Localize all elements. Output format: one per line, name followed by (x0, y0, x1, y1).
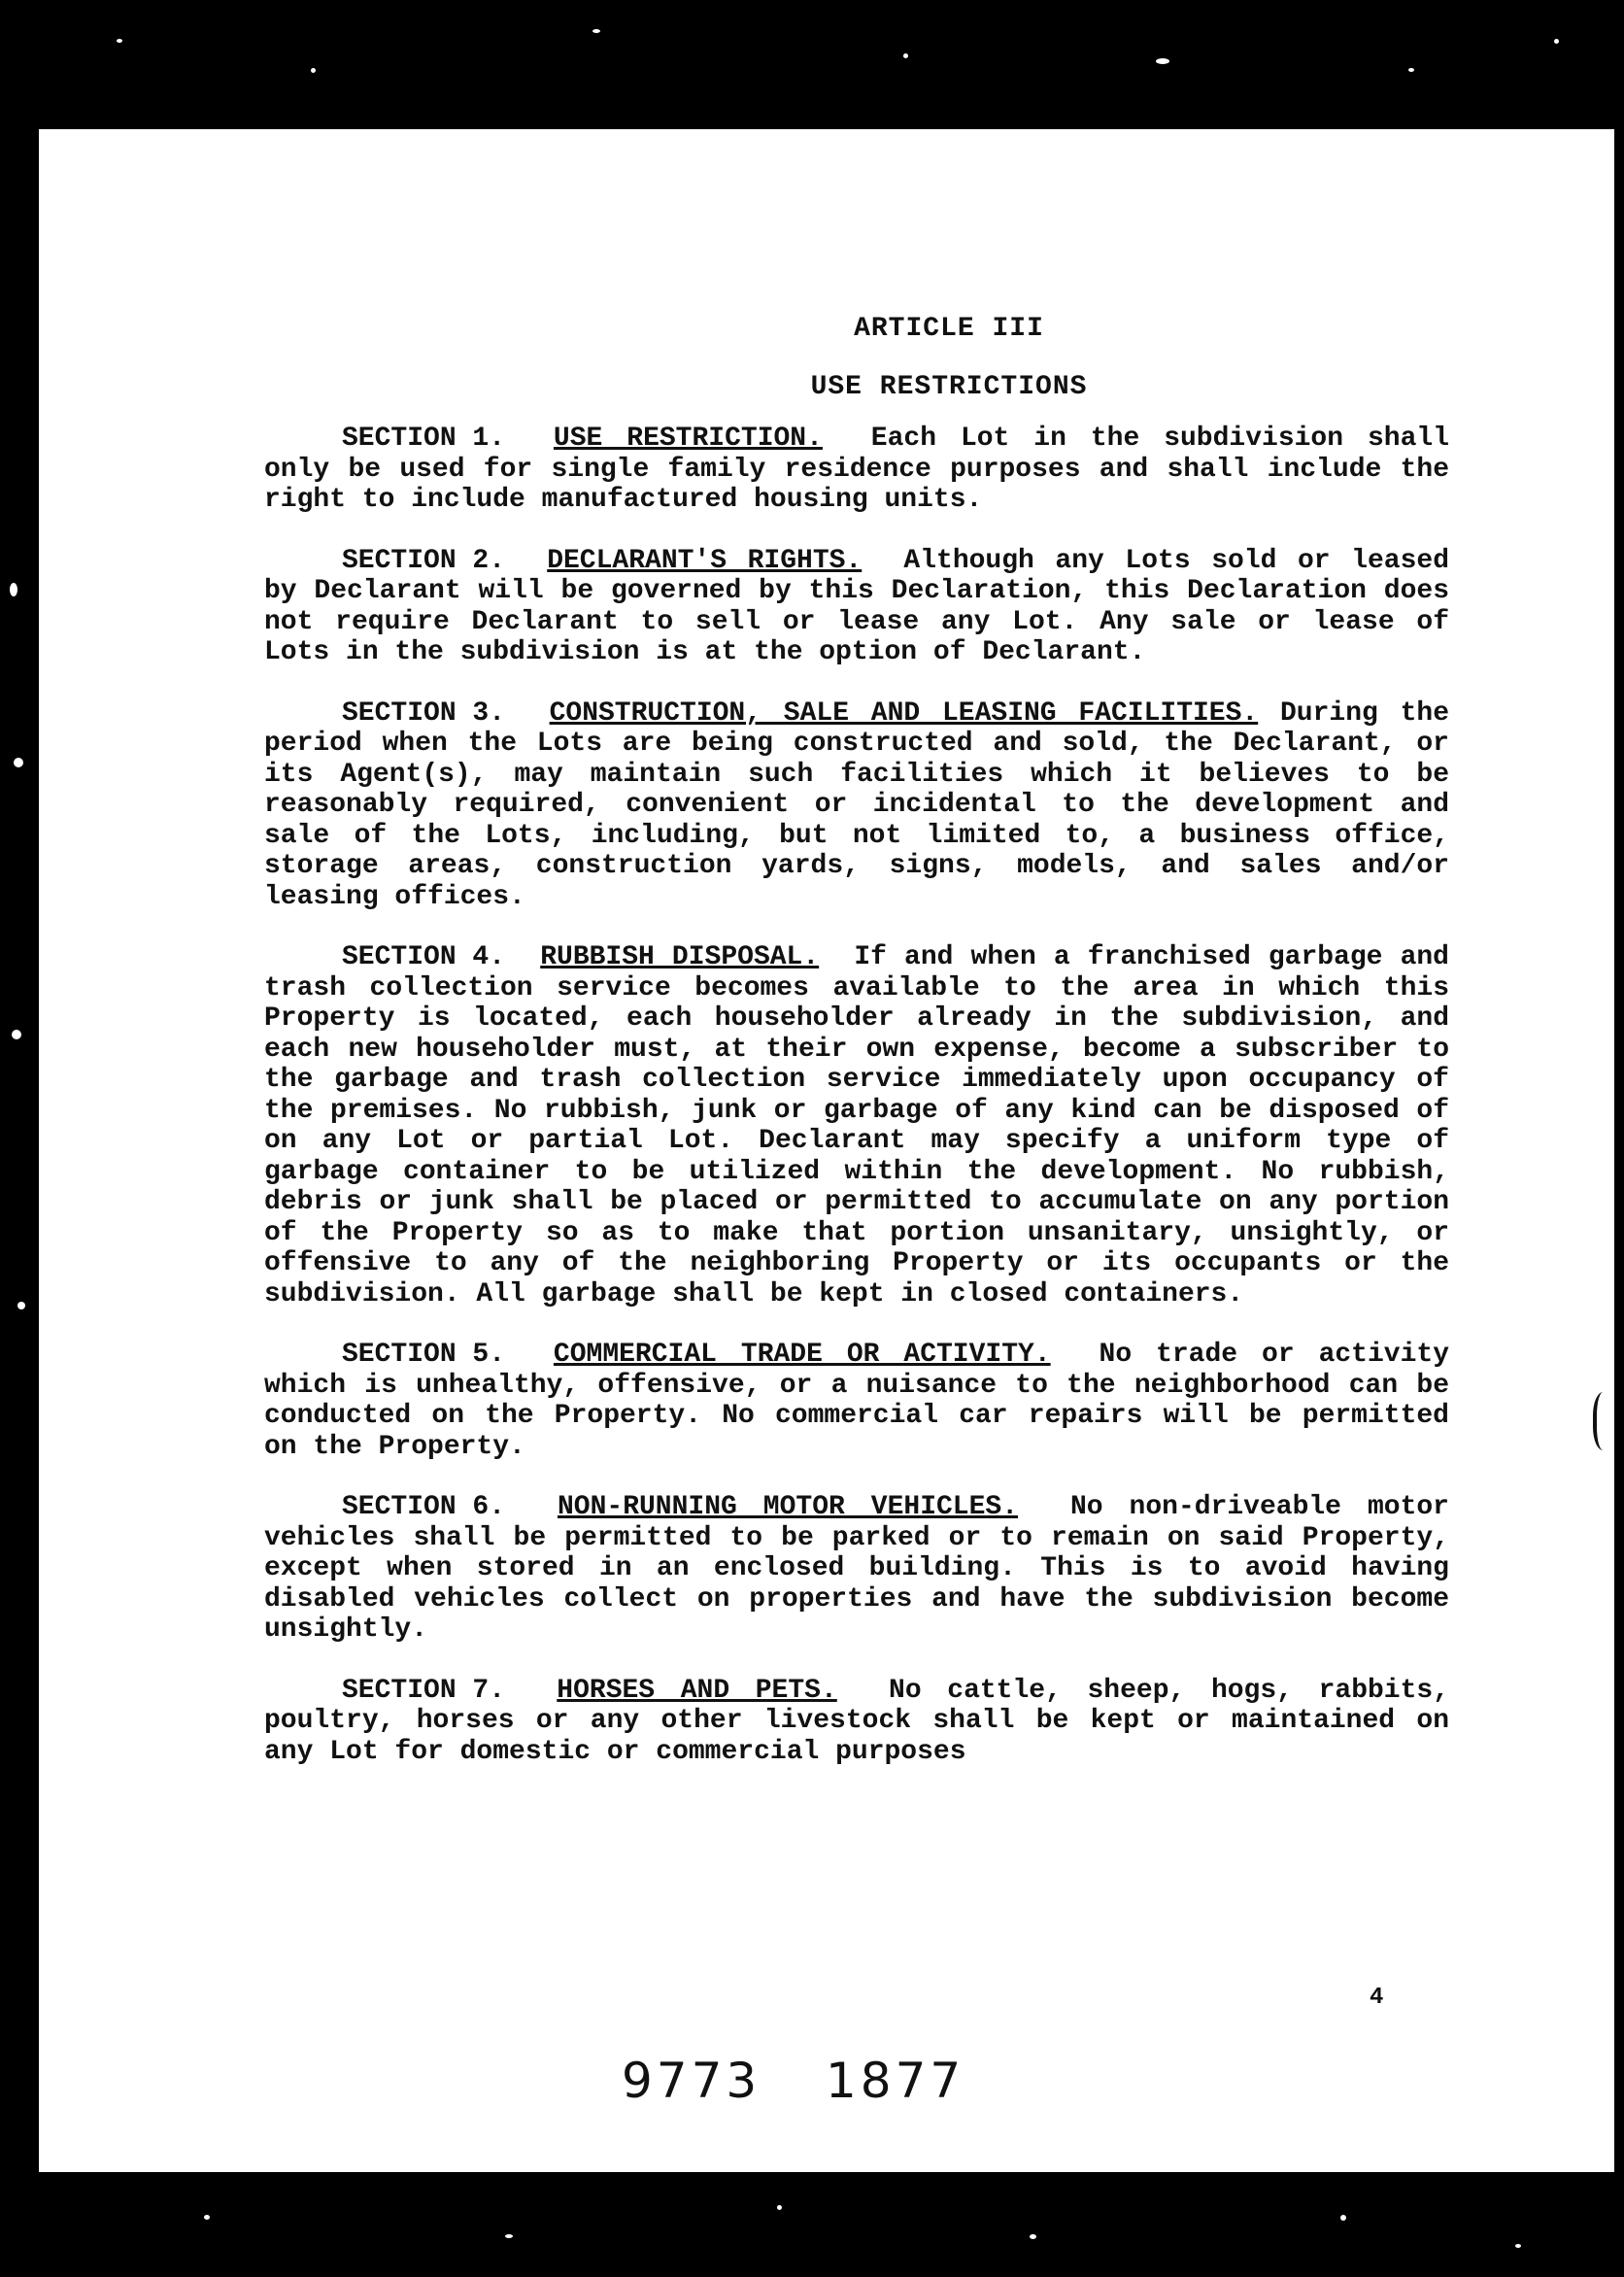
article-number: ARTICLE III (854, 314, 1044, 344)
section-2-body: Although any Lots sold or leased by Declarant will be governed by this Declaration, this Declaration does not require Declarant to sell or lease any Lot. Any sale or lease of Lots in the subdivision is at the option of Declarant. (264, 545, 1450, 667)
section-6-lead: SECTION 6. (342, 1492, 506, 1522)
section-5-body: No trade or activity which is unhealthy, offensive, or a nuisance to the neighborhood can be conducted on the Property. No commercial car repairs will be permitted on the Property. (264, 1340, 1449, 1462)
scan-speck (903, 53, 908, 58)
section-4-title: RUBBISH DISPOSAL. (540, 942, 820, 972)
scan-speck (505, 2234, 513, 2238)
section-1 (264, 424, 1449, 516)
scan-speck (10, 583, 17, 596)
section-4 (264, 942, 1449, 1309)
section-7-body: No cattle, sheep, hogs, rabbits, poultry, horses or any other livestock shall be kept or maintained on any Lot for domestic or commercial purposes (264, 1675, 1450, 1767)
scan-speck (14, 758, 23, 767)
scan-speck (1340, 2215, 1346, 2221)
scan-speck (1515, 2244, 1521, 2248)
section-1-body: Each Lot in the subdivision shall only be used for single family residence purposes and shall include the right to include manufactured housing units. (264, 424, 1449, 515)
section-3-title: CONSTRUCTION, SALE AND LEASING FACILITIES. (549, 697, 1259, 729)
section-6 (264, 1492, 1449, 1646)
section-4-lead: SECTION 4. (342, 942, 506, 972)
section-7-lead: SECTION 7. (342, 1675, 506, 1706)
scan-speck (1408, 68, 1414, 72)
section-7-title: HORSES AND PETS. (557, 1675, 837, 1706)
scan-speck (1554, 39, 1559, 44)
scan-speck (204, 2215, 210, 2220)
scan-speck (592, 29, 600, 33)
document-page (39, 129, 1614, 2172)
scan-speck (1030, 2234, 1036, 2239)
scan-speck (17, 1302, 25, 1309)
section-4-body: If and when a franchised garbage and trash collection service becomes available to the area in which this Property is located, each householder already in the subdivision, and each new householder must, at their own expense, become a subscriber to the garbage and trash collection service immediately upon occupancy of the premises. No rubbish, junk or garbage of any kind can be disposed of on any Lot or partial Lot. Declarant may specify a uniform type of garbage container to be utilized within the development. No rubbish, debris or junk shall be placed or permitted to accumulate on any portion of the Property so as to make that portion unsanitary, unsightly, or offensive to any of the neighboring Property or its occupants or the subdivision. All garbage shall be kept in closed containers. (264, 942, 1449, 1309)
section-5 (264, 1340, 1449, 1462)
article-title: USE RESTRICTIONS (810, 371, 1088, 402)
recording-stamp-volume: 9773 (622, 2053, 761, 2109)
section-2-title: DECLARANT'S RIGHTS. (547, 545, 863, 576)
section-5-lead: SECTION 5. (342, 1340, 506, 1370)
scan-speck (12, 1030, 21, 1039)
page-number: 4 (1370, 1985, 1384, 2011)
section-2 (264, 546, 1449, 668)
scan-speck (311, 68, 316, 73)
document-body (264, 314, 1449, 1797)
section-1-lead: SECTION 1. (342, 424, 506, 454)
section-1-title: USE RESTRICTION. (553, 424, 823, 454)
recording-stamp-page: 1877 (826, 2053, 965, 2109)
scan-speck (777, 2205, 782, 2210)
scan-speck (117, 39, 122, 43)
section-6-body: No non-driveable motor vehicles shall be permitted to be parked or to remain on said Property, except when stored in an enclosed building. This is to avoid having disabled vehicles collect on properties and have the subdivision become unsightly. (264, 1492, 1449, 1645)
section-7 (264, 1676, 1449, 1768)
section-3 (264, 698, 1449, 913)
section-2-lead: SECTION 2. (342, 545, 506, 576)
section-6-title: NON-RUNNING MOTOR VEHICLES. (557, 1492, 1019, 1522)
scan-speck (1156, 58, 1169, 64)
section-3-body: During the period when the Lots are being constructed and sold, the Declarant, or its Agent(s), may maintain such facilities which it believes to be reasonably required, convenient or incidental to the development and sale of the Lots, including, but not limited to, a business office, storage areas, construction yards, signs, models, and sales and/or leasing offices. (264, 697, 1450, 912)
margin-mark (1593, 1392, 1614, 1450)
section-5-title: COMMERCIAL TRADE OR ACTIVITY. (553, 1340, 1051, 1370)
section-3-lead: SECTION 3. (342, 697, 506, 729)
